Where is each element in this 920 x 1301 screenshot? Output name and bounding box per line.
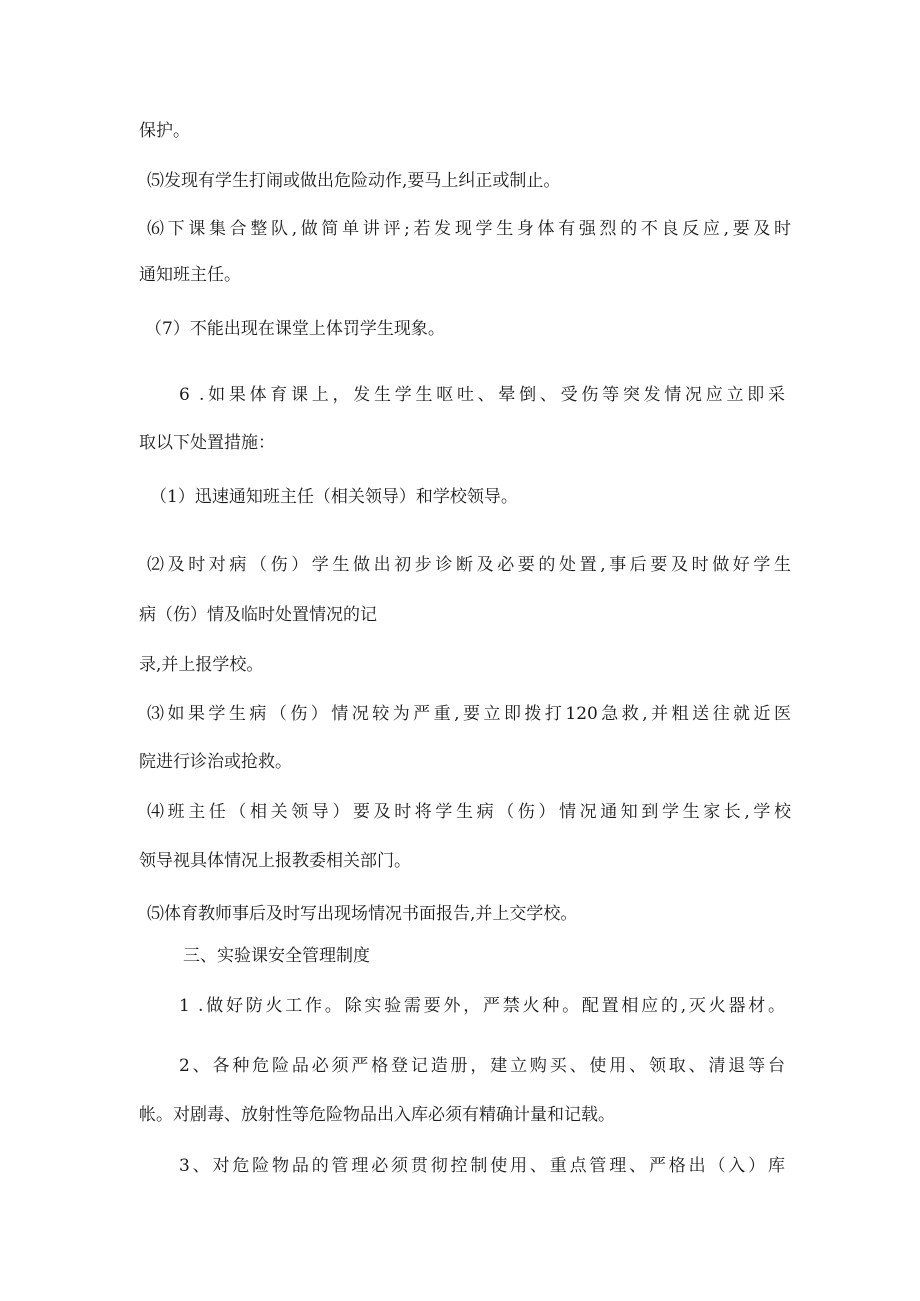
- text-line: 6 .如果体育课上，发生学生呕吐、晕倒、受伤等突发情况应立即采: [179, 385, 785, 405]
- text-line: ⑹下课集合整队,做简单讲评;若发现学生身体有强烈的不良反应,要及时: [147, 219, 791, 239]
- text-line: （7）不能出现在课堂上体罚学生现象。: [145, 319, 445, 339]
- text-line: 领导视具体情况上报教委相关部门。: [139, 851, 411, 871]
- text-line: ⑸体育教师事后及时写出现场情况书面报告,并上交学校。: [147, 904, 578, 924]
- text-line: 2、各种危险品必须严格登记造册，建立购买、使用、领取、清退等台: [179, 1056, 785, 1076]
- text-line: 通知班主任。: [139, 265, 241, 285]
- text-line: 录,并上报学校。: [139, 655, 264, 675]
- text-line: ⑸发现有学生打闹或做出危险动作,要马上纠正或制止。: [147, 171, 561, 191]
- text-line: 3、对危险物品的管理必须贯彻控制使用、重点管理、严格出（入）库: [179, 1156, 785, 1176]
- text-line: （1）迅速通知班主任（相关领导）和学校领导。: [150, 487, 518, 507]
- text-line: ⑷班主任（相关领导）要及时将学生病（伤）情况通知到学生家长,学校: [147, 802, 791, 822]
- text-line: ⑶如果学生病（伤）情况较为严重,要立即拨打120急救,并粗送往就近医: [147, 704, 791, 724]
- section-heading: 三、实验课安全管理制度: [183, 946, 370, 966]
- text-line: 保护。: [139, 121, 190, 141]
- text-line: 院进行诊治或抢救。: [139, 752, 292, 772]
- text-line: 1 .做好防火工作。除实验需要外，严禁火种。配置相应的,灭火器材。: [179, 996, 785, 1016]
- text-line: 帐。对剧毒、放射性等危险物品出入库必须有精确计量和记载。: [139, 1105, 615, 1125]
- text-line: 病（伤）情及临时处置情况的记: [139, 605, 377, 625]
- text-line: ⑵及时对病（伤）学生做出初步诊断及必要的处置,事后要及时做好学生: [147, 555, 791, 575]
- text-line: 取以下处置措施：: [139, 433, 275, 453]
